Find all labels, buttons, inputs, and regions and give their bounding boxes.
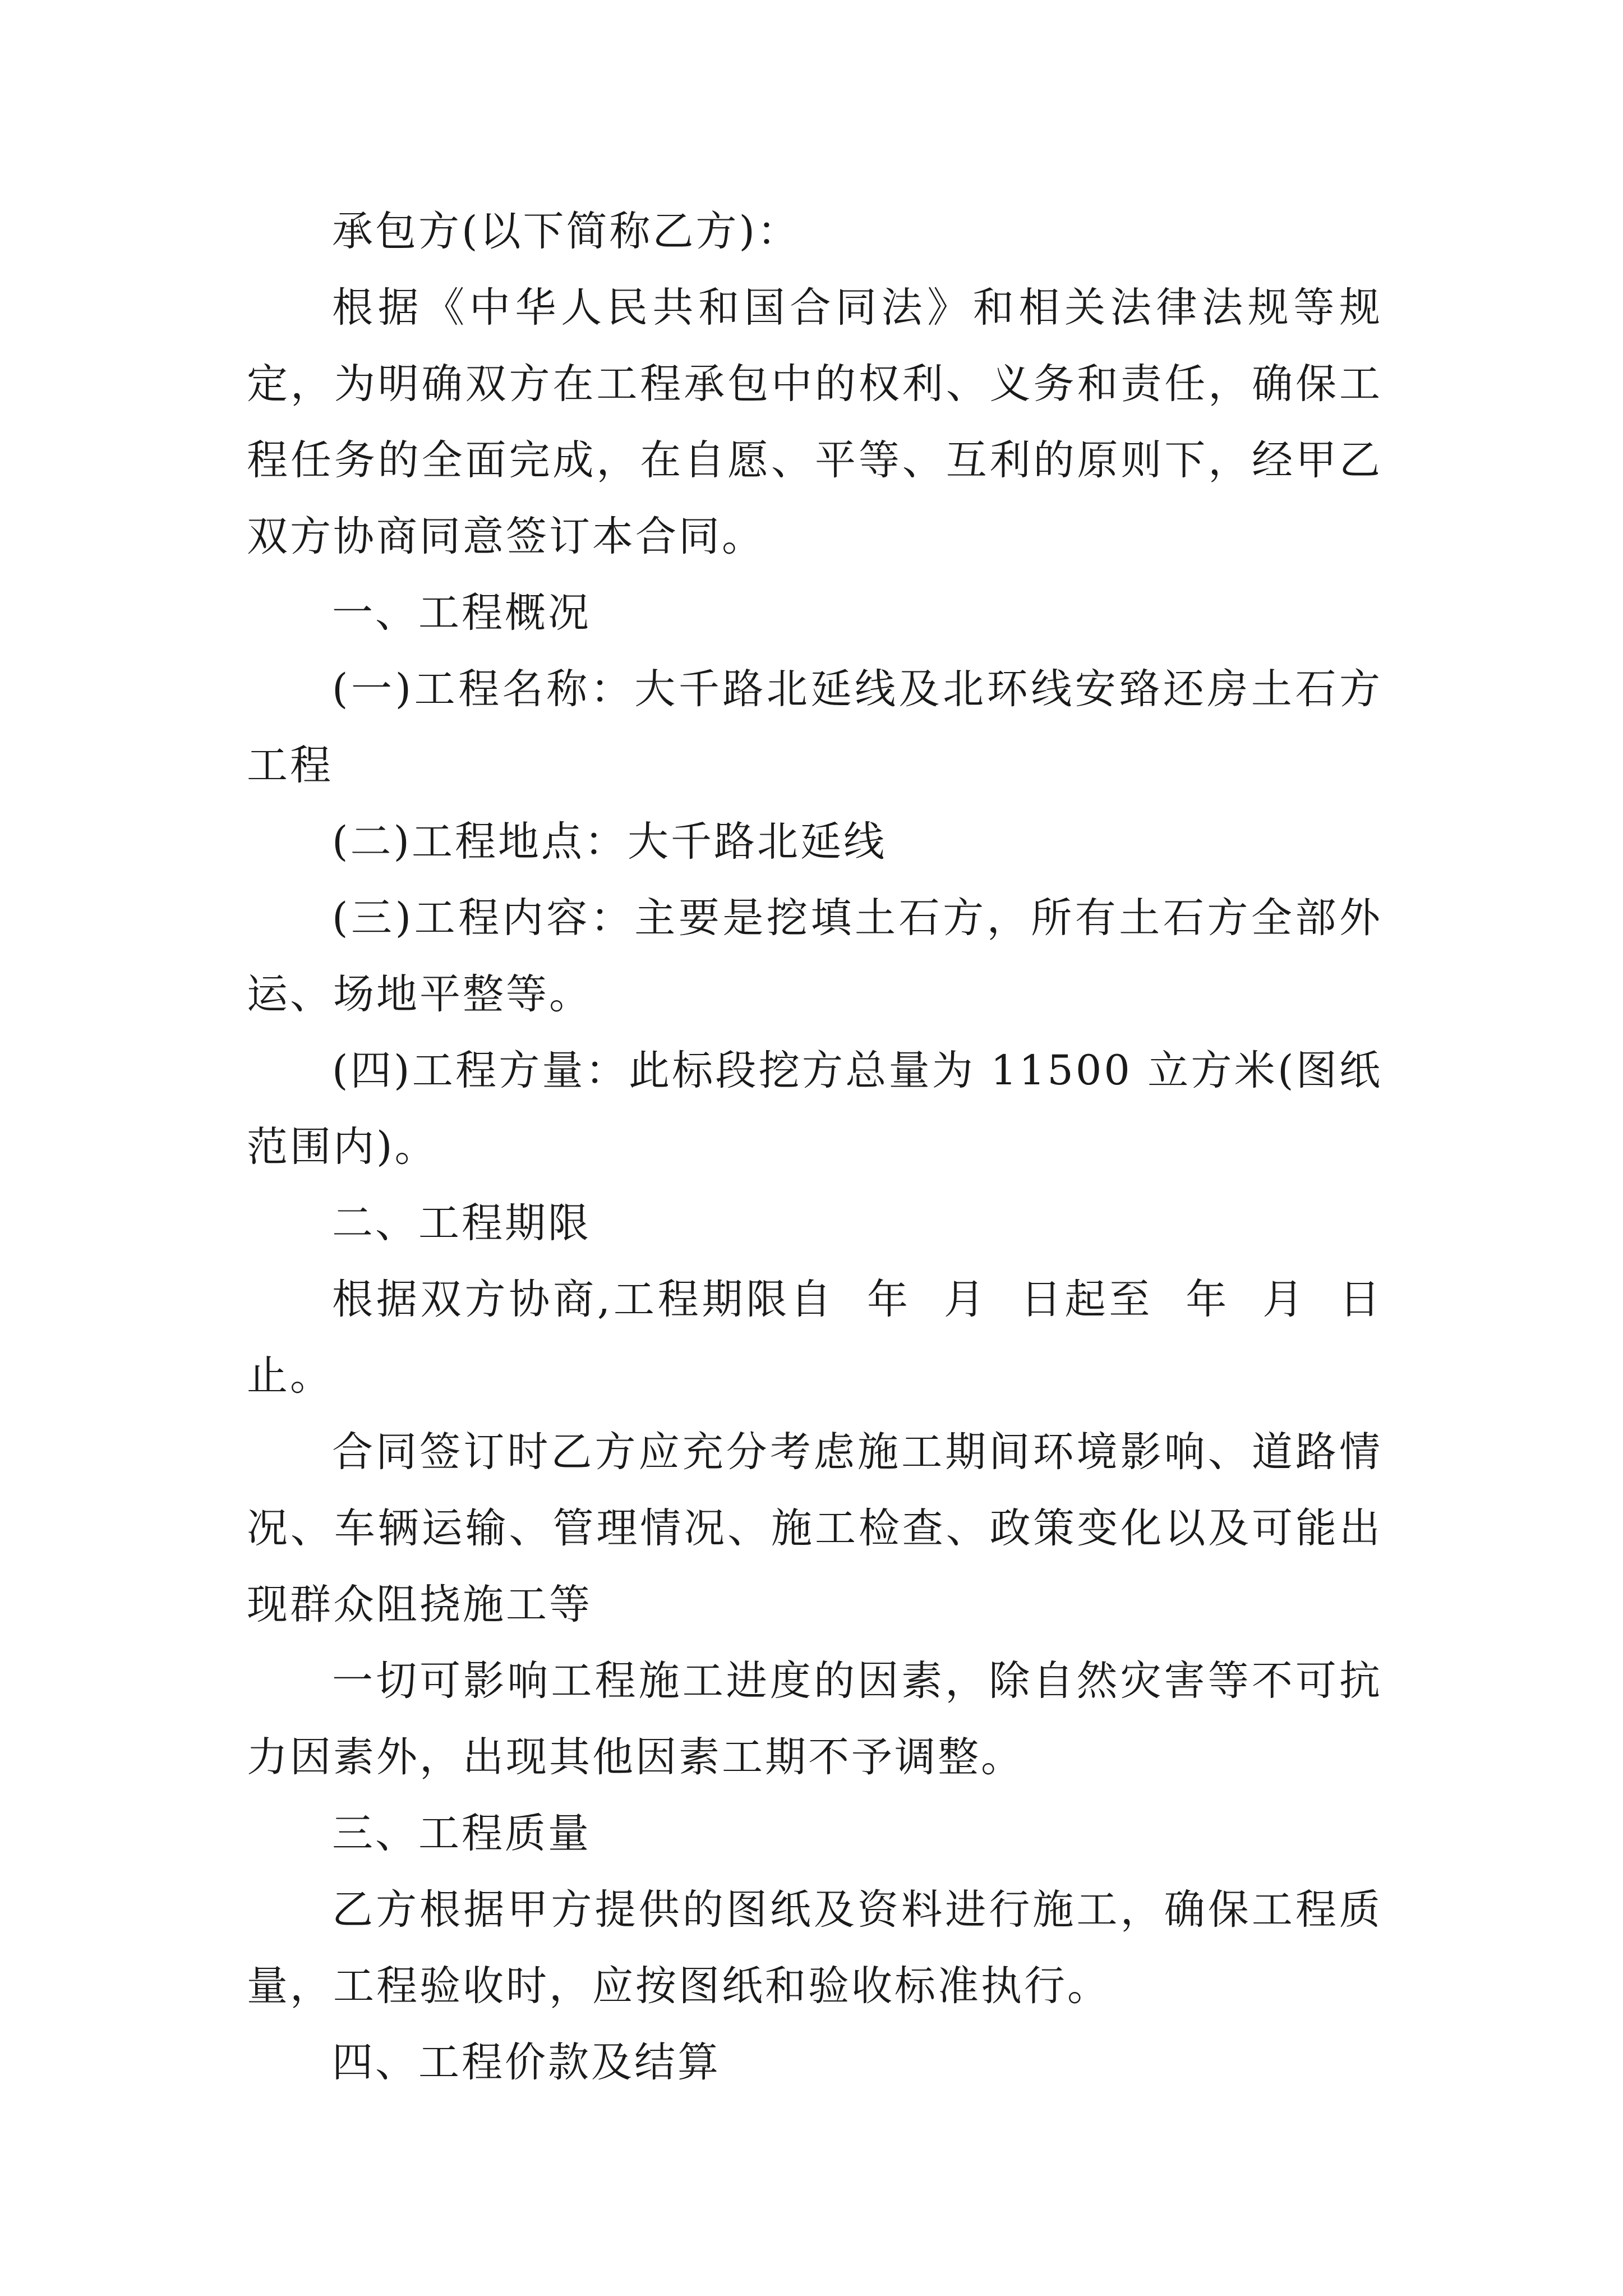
section-heading-project-period: 二、工程期限 (332, 1199, 591, 1247)
project-name-item: (一)工程名称：大千路北延线及北环线安臵还房土石方工程 (247, 665, 1382, 789)
section-heading-project-overview: 一、工程概况 (332, 589, 591, 637)
document-body (247, 194, 1382, 2101)
schedule-factors-paragraph: 一切可影响工程施工进度的因素，除自然灾害等不可抗力因素外，出现其他因素工期不予调整。 (247, 1657, 1382, 1781)
project-quantity-item: (四)工程方量：此标段挖方总量为 11500 立方米(图纸范围内)。 (247, 1047, 1382, 1171)
contract-considerations-paragraph: 合同签订时乙方应充分考虑施工期间环境影响、道路情况、车辆运输、管理情况、施工检查、政策变化以及可能出现群众阻挠施工等 (247, 1428, 1382, 1628)
contractor-party-line: 承包方(以下简称乙方)： (332, 208, 800, 255)
project-content-item: (三)工程内容：主要是挖填土石方，所有土石方全部外运、场地平整等。 (247, 894, 1382, 1018)
section-heading-project-quality: 三、工程质量 (332, 1810, 591, 1857)
section-heading-price-settlement: 四、工程价款及结算 (332, 2039, 721, 2086)
project-period-paragraph: 根据双方协商,工程期限自 年 月 日起至 年 月 日止。 (247, 1276, 1382, 1400)
preamble-paragraph: 根据《中华人民共和国合同法》和相关法律法规等规定，为明确双方在工程承包中的权利、义务和责任，确保工程任务的全面完成，在自愿、平等、互利的原则下，经甲乙双方协商同意签订本合同。 (247, 284, 1382, 560)
project-quality-paragraph: 乙方根据甲方提供的图纸及资料进行施工，确保工程质量，工程验收时，应按图纸和验收标准执行。 (247, 1886, 1382, 2010)
project-location-item: (二)工程地点：大千路北延线 (332, 818, 887, 866)
